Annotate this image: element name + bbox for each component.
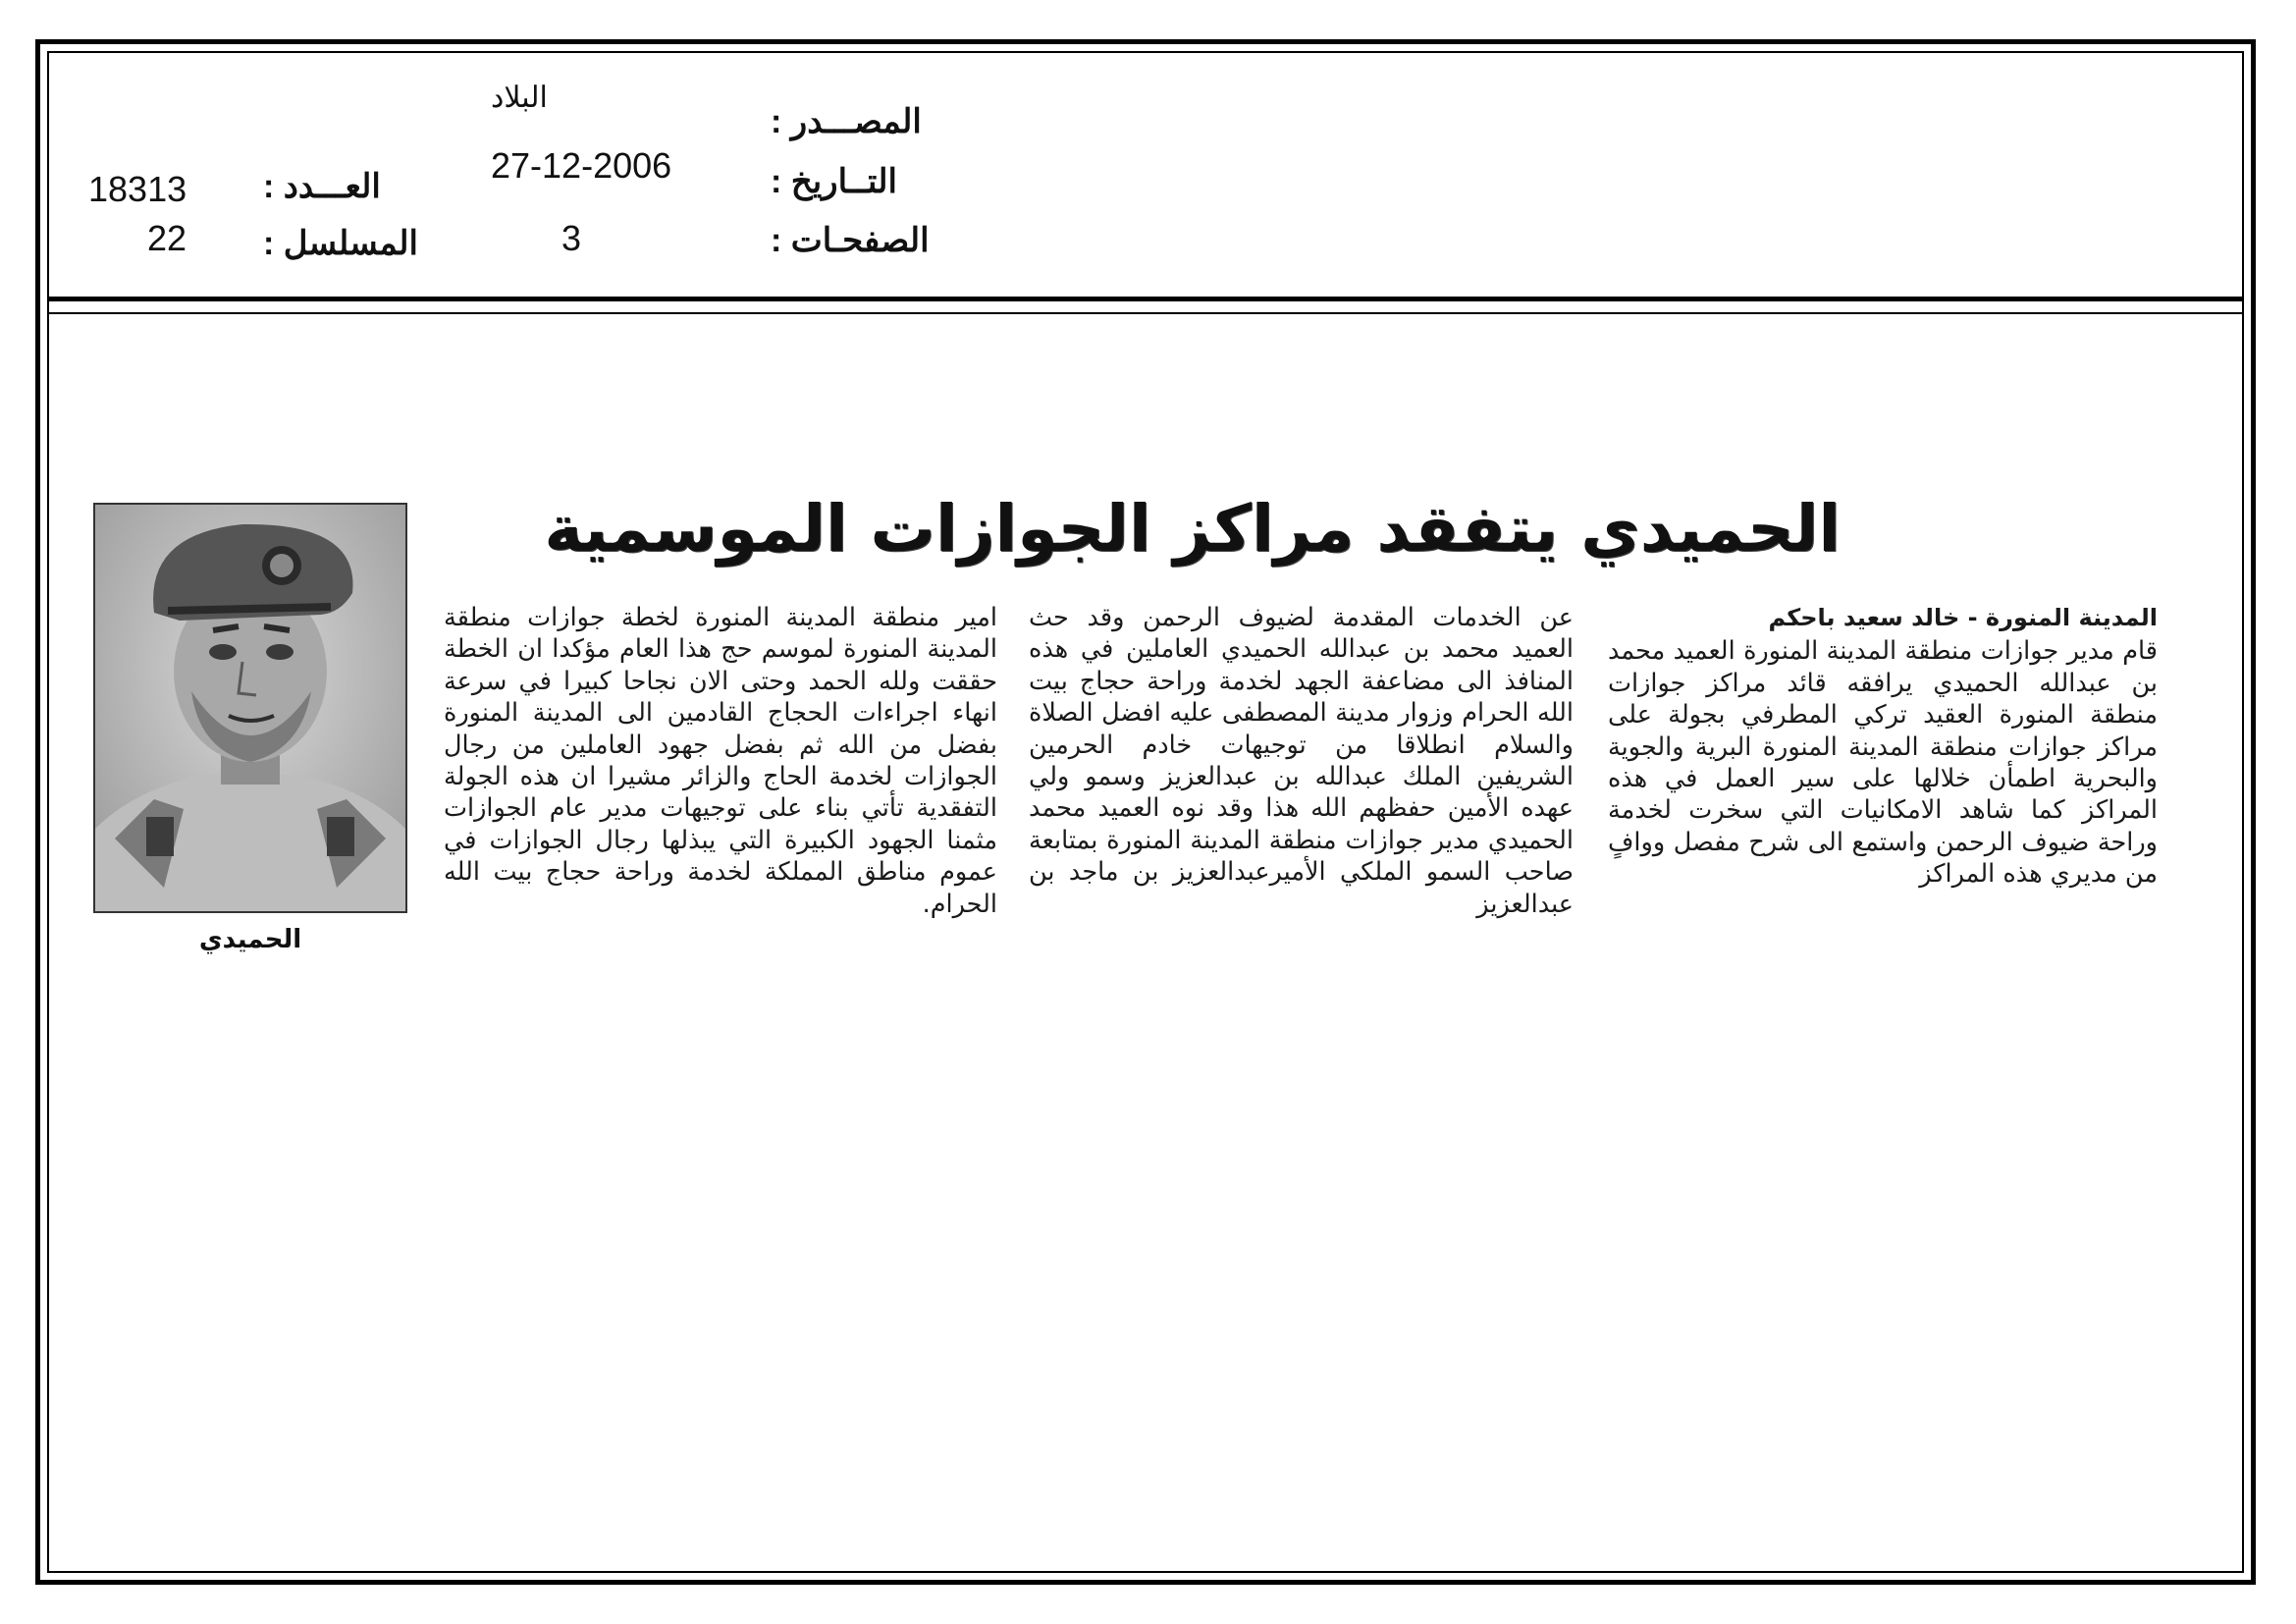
article-column-1-text: قام مدير جوازات منطقة المدينة المنورة العميد محمد بن عبدالله الحميدي يرافقه قائد مراكز جوازات منطقة المنورة العقيد تركي المطرفي بجولة على مراكز جوازات منطقة المدينة المنورة البرية والجوية والبحرية اطمأن خلالها على سير العمل في هذه المراكز كما شاهد الامكانيات التي سخرت لخدمة وراحة ضيوف الرحمن واستمع الى شرح مفصل ووافٍ من مديري هذه المراكز bbox=[1608, 636, 2158, 890]
article-column-3 bbox=[444, 602, 997, 920]
article-column-2 bbox=[1029, 602, 1574, 920]
source-value: البلاد bbox=[491, 81, 548, 114]
article-headline: الحميدي يتفقد مراكز الجوازات الموسمية bbox=[544, 491, 1841, 567]
pages-value: 3 bbox=[561, 218, 582, 258]
issue-value: 18313 bbox=[88, 169, 187, 209]
article-byline: المدينة المنورة - خالد سعيد باحكم bbox=[1768, 604, 2158, 631]
header-divider-thin bbox=[47, 312, 2244, 314]
header-divider bbox=[47, 297, 2244, 301]
pages-label: الصفحـات : bbox=[771, 222, 930, 259]
source-label: المصـــدر : bbox=[771, 103, 922, 140]
date-value: 27-12-2006 bbox=[491, 145, 672, 186]
serial-label: المسلسل : bbox=[263, 225, 418, 262]
portrait-photo bbox=[93, 503, 407, 913]
article-column-1 bbox=[1608, 602, 2158, 891]
photo-caption: الحميدي bbox=[198, 925, 302, 954]
issue-label: العـــدد : bbox=[263, 168, 381, 205]
serial-value: 22 bbox=[147, 218, 187, 258]
portrait-illustration bbox=[95, 505, 405, 911]
article-column-3-text: امير منطقة المدينة المنورة لخطة جوازات منطقة المدينة المنورة لموسم حج هذا العام مؤكدا ان الخطة حققت ولله الحمد وحتى الان نجاحا كبيرا في سرعة انهاء اجراءات الحجاج القادمين الى المدينة المنورة بفضل من الله ثم بفضل جهود العاملين من رجال الجوازات لخدمة الحاج والزائر مشيرا ان هذه الجولة التفقدية تأتي بناء على توجيهات مدير عام الجوازات مثمنا الجهود الكبيرة التي يبذلها رجال الجوازات في عموم مناطق المملكة لخدمة وراحة حجاج بيت الله الحرام. bbox=[444, 603, 997, 919]
date-label: التــاريخ : bbox=[771, 163, 897, 200]
article-column-2-text: عن الخدمات المقدمة لضيوف الرحمن وقد حث العميد محمد بن عبدالله الحميدي العاملين في هذه المنافذ الى مضاعفة الجهد لخدمة وراحة حجاج بيت الله الحرام وزوار مدينة المصطفى عليه افضل الصلاة والسلام انطلاقا من توجيهات خادم الحرمين الشريفين الملك عبدالله بن عبدالعزيز وسمو ولي عهده الأمين حفظهم الله هذا وقد نوه العميد محمد الحميدي مدير جوازات منطقة المدينة المنورة بمتابعة صاحب السمو الملكي الأميرعبدالعزيز بن ماجد بن عبدالعزيز bbox=[1029, 603, 1574, 919]
